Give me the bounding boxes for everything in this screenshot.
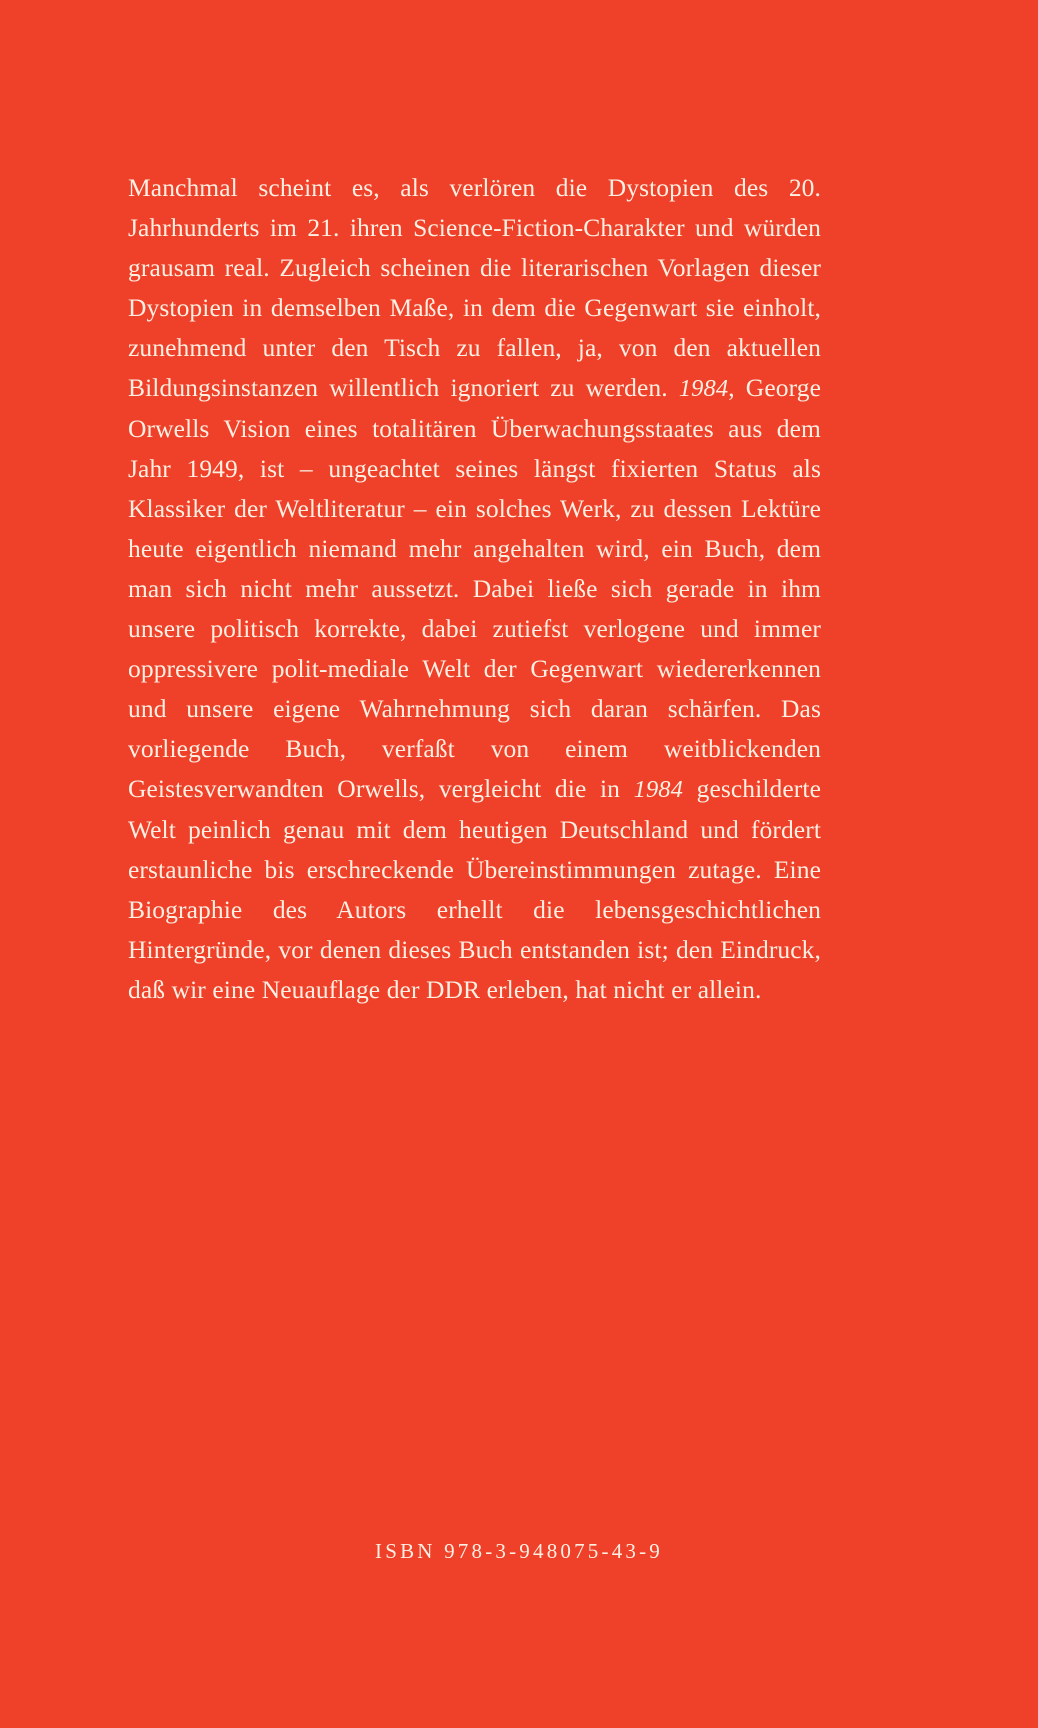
isbn-text: ISBN 978-3-948075-43-9 xyxy=(375,1539,663,1563)
work-title-1984-first: 1984 xyxy=(678,375,729,402)
blurb-paragraph xyxy=(128,168,821,1010)
blurb-text xyxy=(128,168,821,1010)
blurb-segment-3: geschilderte Welt peinlich genau mit dem heutigen Deutschland und fördert erstaunliche bis erschreckende Übereinstimmungen zutage. Eine Biographie des Autors erhellt die lebensgeschichtlichen Hintergründe, vor denen dieses Buch entstanden ist; den Eindruck, daß wir eine Neuauflage der DDR erleben, hat nicht er allein. xyxy=(128,774,821,1004)
blurb-segment-2: , George Orwells Vision eines totalitären Überwachungsstaates aus dem Jahr 1949, ist – ungeachtet seines längst fixierten Status als Klassiker der Weltliteratur – ein solches Werk, zu dessen Lektüre heute eigentlich niemand mehr angehalten wird, ein Buch, dem man sich nicht mehr aussetzt. Dabei ließe sich gerade in ihm unsere politisch korrekte, dabei zutiefst verlogene und immer oppressivere polit-mediale Welt der Gegenwart wiedererkennen und unsere eigene Wahrnehmung sich daran schärfen. Das vorliegende Buch, verfaßt von einem weitblickenden Geistesverwandten Orwells, vergleicht die in xyxy=(128,373,821,803)
blurb-segment-1: Manchmal scheint es, als verlören die Dystopien des 20. Jahrhunderts im 21. ihren Science-Fiction-Charakter und würden grausam real. Zugleich scheinen die literarischen Vorlagen dieser Dystopien in demselben Maße, in dem die Gegenwart sie einholt, zunehmend unter den Tisch zu fallen, ja, von den aktuellen Bildungsinstanzen willentlich ignoriert zu werden. xyxy=(128,173,821,402)
work-title-1984-second: 1984 xyxy=(633,776,683,803)
